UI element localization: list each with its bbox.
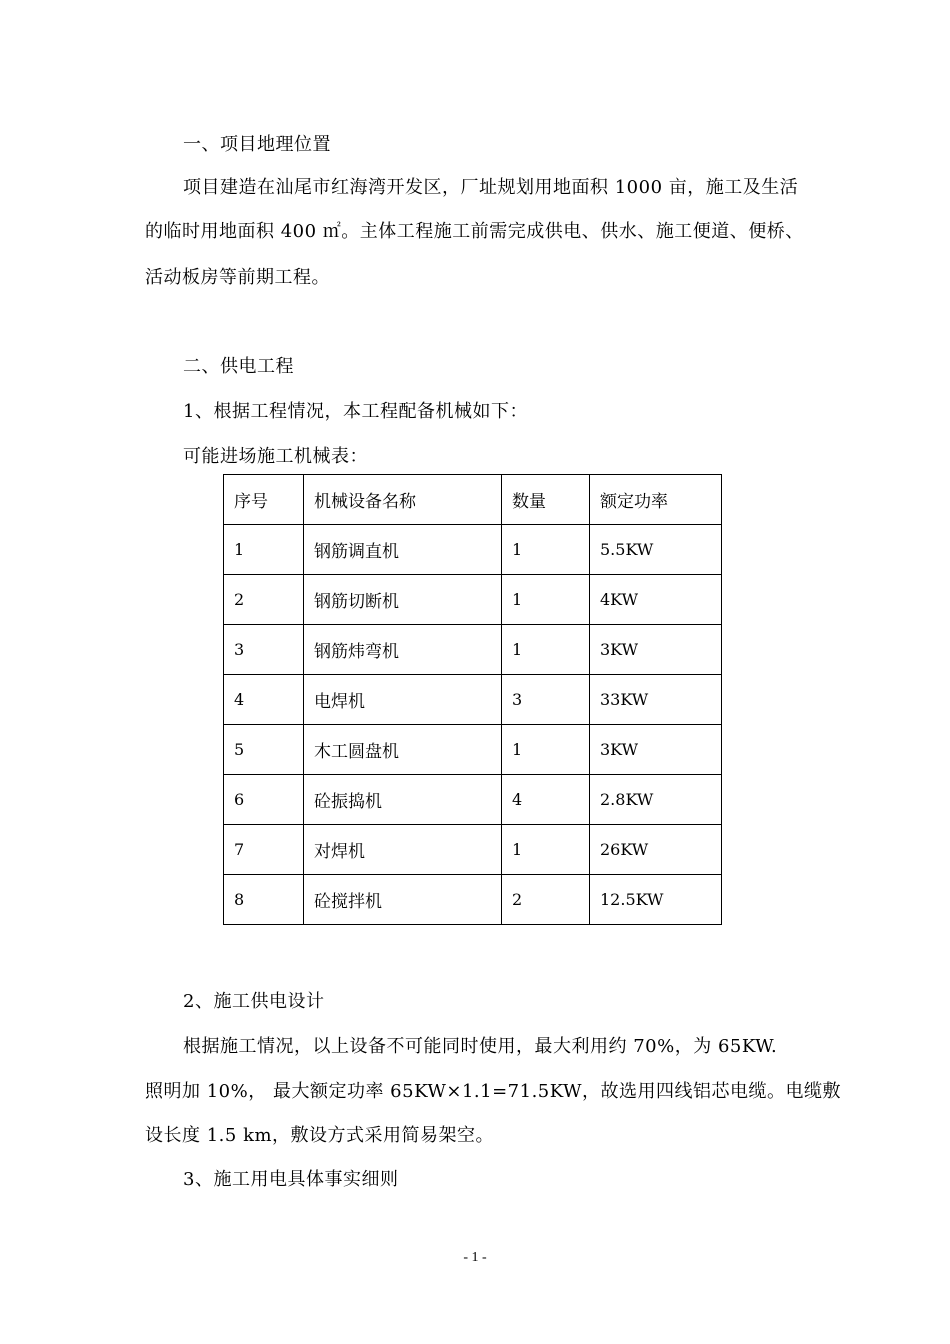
cell-quantity: 3	[502, 675, 590, 725]
header-quantity: 数量	[502, 475, 590, 525]
cell-quantity: 1	[502, 575, 590, 625]
design-paragraph-line-2: 照明加 10%， 最大额定功率 65KW×1.1=71.5KW，故选用四线铝芯电缆。电缆敷	[145, 1081, 842, 1102]
table-row	[224, 625, 722, 675]
cell-quantity: 1	[502, 725, 590, 775]
table-row	[224, 575, 722, 625]
cell-index: 2	[224, 575, 304, 625]
cell-power: 4KW	[590, 575, 722, 625]
cell-quantity: 1	[502, 525, 590, 575]
cell-index: 3	[224, 625, 304, 675]
table-row	[224, 725, 722, 775]
section1-paragraph-line-3: 活动板房等前期工程。	[145, 267, 330, 288]
cell-index: 5	[224, 725, 304, 775]
section2-item-1: 1、根据工程情况，本工程配备机械如下：	[183, 401, 528, 422]
cell-power: 12.5KW	[590, 875, 722, 925]
cell-power: 3KW	[590, 725, 722, 775]
cell-index: 1	[224, 525, 304, 575]
section1-paragraph-line-1: 项目建造在汕尾市红海湾开发区，厂址规划用地面积 1000 亩，施工及生活	[183, 177, 799, 198]
cell-quantity: 1	[502, 625, 590, 675]
cell-name: 对焊机	[304, 825, 502, 875]
cell-power: 5.5KW	[590, 525, 722, 575]
cell-index: 7	[224, 825, 304, 875]
design-paragraph-line-3: 设长度 1.5 km，敷设方式采用简易架空。	[145, 1125, 495, 1146]
cell-index: 4	[224, 675, 304, 725]
cell-name: 电焊机	[304, 675, 502, 725]
cell-power: 33KW	[590, 675, 722, 725]
table-row	[224, 675, 722, 725]
cell-name: 砼搅拌机	[304, 875, 502, 925]
table-row	[224, 825, 722, 875]
section1-heading: 一、项目地理位置	[183, 134, 331, 155]
cell-name: 木工圆盘机	[304, 725, 502, 775]
section2-heading: 二、供电工程	[183, 356, 294, 377]
table-row	[224, 525, 722, 575]
cell-index: 6	[224, 775, 304, 825]
cell-power: 3KW	[590, 625, 722, 675]
design-paragraph-line-1: 根据施工情况，以上设备不可能同时使用，最大利用约 70%，为 65KW.	[183, 1036, 778, 1057]
cell-name: 钢筋炜弯机	[304, 625, 502, 675]
section1-paragraph-line-2: 的临时用地面积 400 ㎡。主体工程施工前需完成供电、供水、施工便道、便桥、	[145, 221, 804, 242]
table-row	[224, 875, 722, 925]
page-number: - 1 -	[463, 1250, 487, 1265]
table-caption: 可能进场施工机械表：	[183, 446, 368, 467]
cell-power: 2.8KW	[590, 775, 722, 825]
cell-quantity: 1	[502, 825, 590, 875]
cell-quantity: 2	[502, 875, 590, 925]
cell-index: 8	[224, 875, 304, 925]
cell-quantity: 4	[502, 775, 590, 825]
header-power: 额定功率	[590, 475, 722, 525]
table-row	[224, 775, 722, 825]
equipment-table	[223, 474, 722, 925]
table-header-row	[224, 475, 722, 525]
header-name: 机械设备名称	[304, 475, 502, 525]
cell-name: 钢筋调直机	[304, 525, 502, 575]
cell-name: 钢筋切断机	[304, 575, 502, 625]
cell-name: 砼振捣机	[304, 775, 502, 825]
cell-power: 26KW	[590, 825, 722, 875]
header-index: 序号	[224, 475, 304, 525]
section2-item-3: 3、施工用电具体事实细则	[183, 1169, 399, 1190]
section2-item-2: 2、施工供电设计	[183, 991, 325, 1012]
